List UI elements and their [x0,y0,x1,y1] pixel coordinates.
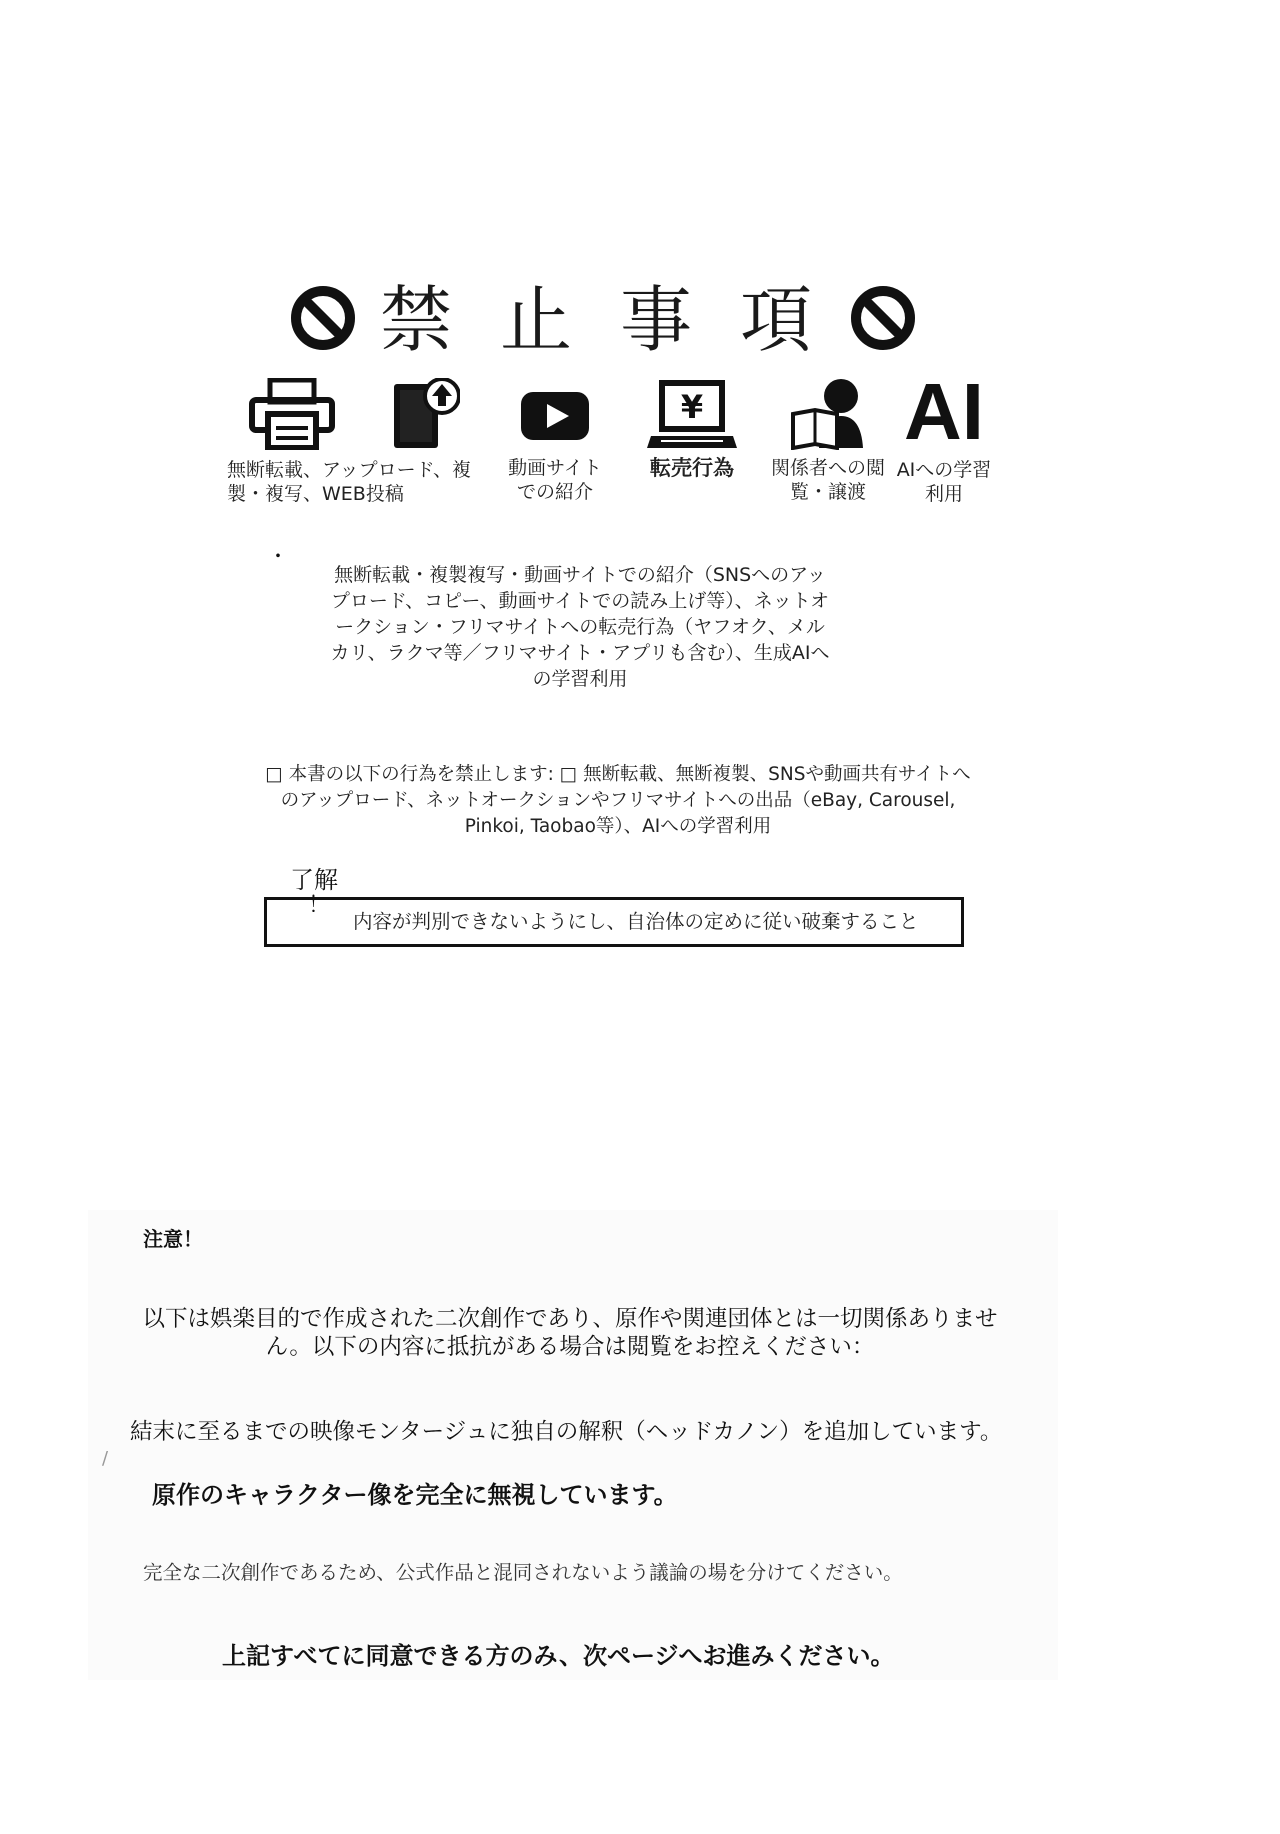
ai-icon: AI [904,367,984,456]
icon-label-video: 動画サイトでの紹介 [508,457,602,503]
icon-label-resale: 転売行為 [650,456,734,480]
separate-text: 完全な二次創作であるため、公式作品と混同されないよう議論の場を分けてください。 [143,1561,903,1584]
icon-label-reader: 関係者への閲覧・譲渡 [770,457,885,503]
icon-cell-video [500,378,610,504]
icon-cell-resale [632,378,752,480]
upload-icon [390,378,460,450]
yen-laptop-icon [647,378,737,450]
proceed-text: 上記すべてに同意できる方のみ、次ページへお進みください。 [222,1642,895,1670]
ignore-text: 原作のキャラクター像を完全に無視しています。 [152,1481,678,1509]
bullet-dot: ・ [268,544,288,568]
caution-label: 注意！ [143,1227,203,1251]
page-title: 禁止事項 [380,278,861,362]
disposal-box [264,893,964,947]
headcanon-text: 結末に至るまでの映像モンタージュに独自の解釈（ヘッドカノン）を追加しています。 [130,1419,1003,1445]
svg-text:¥: ¥ [680,388,704,426]
caution-text: 以下は娯楽目的で作成された二次創作であり、原作や関連団体とは一切関係ありません。以下の内容に抵抗がある場合は閲覧をお控えください： [142,1306,998,1360]
prohibited-icon [850,285,916,351]
video-play-icon [517,378,593,450]
notice-text-2: □ 本書の以下の行為を禁止します: □ 無断転載、無断複製、SNSや動画共有サイトへのアップロード、ネットオークションやフリマサイトへの出品（eBay, Carousel, Pinkoi, Taobao等）、AIへの学習利用 [265,764,971,837]
disposal-text: 内容が判別できないようにし、自治体の定めに従い破棄すること [353,910,919,933]
icon-label-reproduction: 無断転載、アップロード、複製・複写、WEB投稿 [227,459,471,505]
stray-mark: / [102,1448,109,1469]
acknowledge-label: 了解 [290,866,338,894]
icon-cell-ai [896,367,992,506]
icon-cell-reader [768,378,888,504]
icon-cell-reproduction [222,378,478,506]
title-row [290,275,930,365]
acknowledge-exclamation: ！ [308,893,331,918]
icon-label-ai: AIへの学習利用 [896,459,992,505]
prohibited-icon [290,285,356,351]
notice-text-1: 無断転載・複製複写・動画サイトでの紹介（SNSへのアップロード、コピー、動画サイトでの読み上げ等）、ネットオークション・フリマサイトへの転売行為（ヤフオク、メルカリ、ラクマ等／フリマサイト・アプリも含む）、生成AIへの学習利用 [330,564,830,690]
printer-icon [248,378,338,450]
reader-icon [785,378,871,450]
